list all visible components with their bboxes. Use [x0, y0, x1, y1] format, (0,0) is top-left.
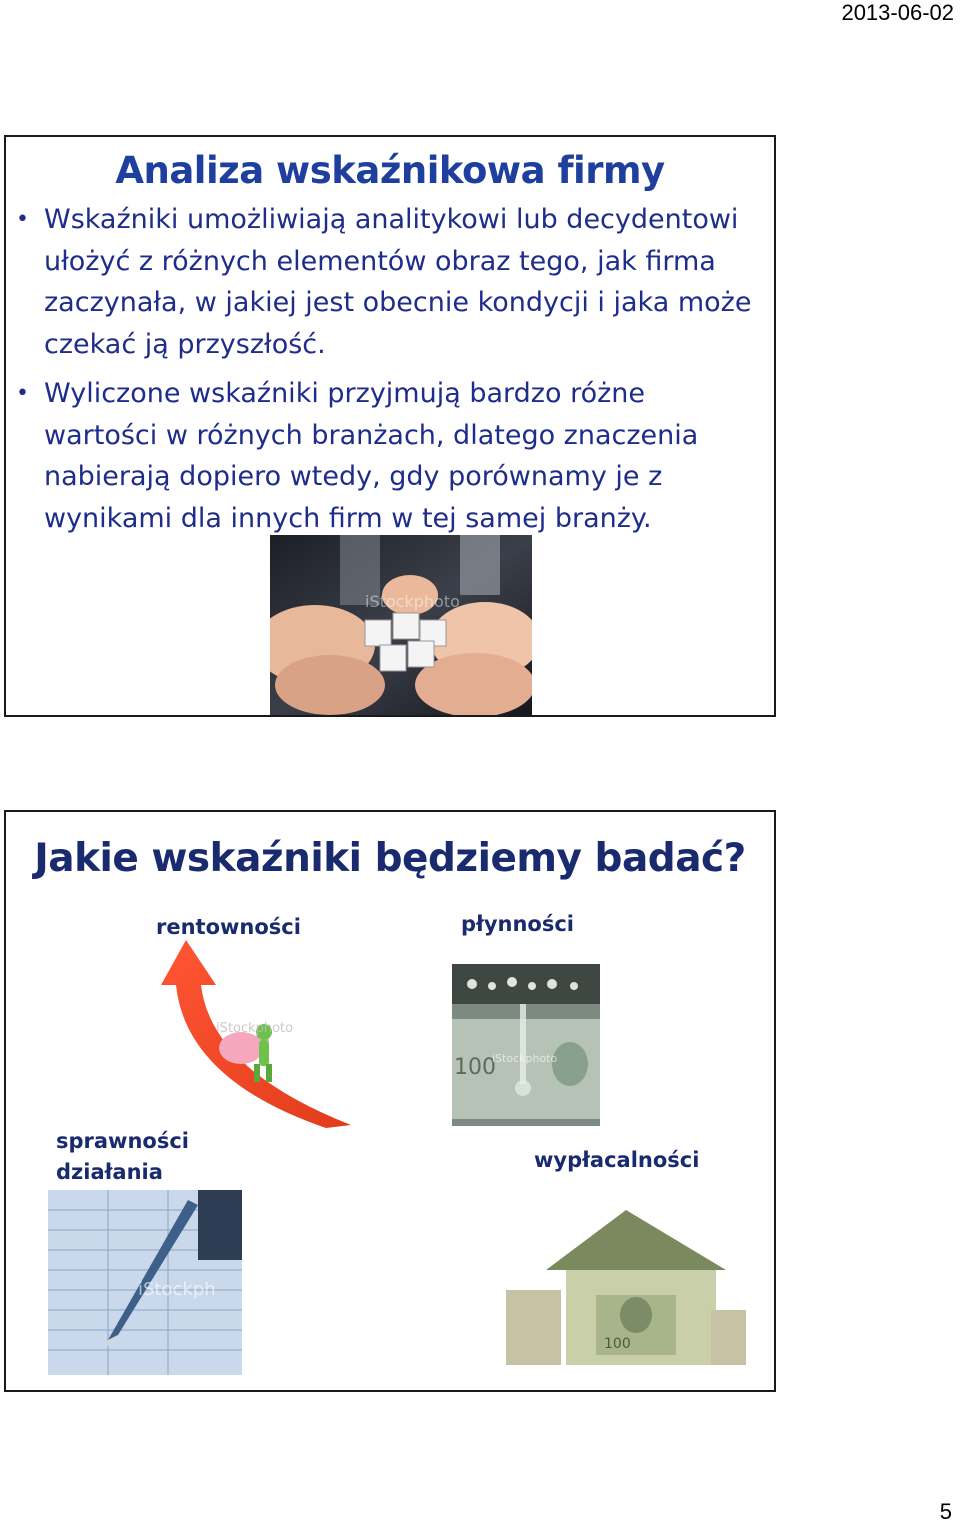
svg-text:100: 100 — [454, 1055, 496, 1080]
slide-1-title: Analiza wskaźnikowa firmy — [115, 149, 665, 192]
label-wyplacalnosci: wypłacalności — [534, 1148, 700, 1172]
svg-text:iStockph: iStockph — [138, 1279, 216, 1300]
red-arrow-piggybank-photo — [156, 940, 356, 1130]
svg-text:iStockphoto: iStockphoto — [365, 592, 460, 611]
puzzle-hands-photo — [270, 535, 532, 715]
date-stamp: 2013-06-02 — [841, 0, 954, 25]
label-sprawnosci-dzialania: sprawności działania — [56, 1129, 189, 1184]
dollar-water-photo — [452, 964, 600, 1126]
label-rentownosci: rentowności — [156, 915, 301, 939]
svg-text:100: 100 — [604, 1336, 631, 1352]
svg-text:iStockphoto: iStockphoto — [216, 1021, 294, 1036]
bullet-list — [14, 199, 754, 547]
slide-2-title: Jakie wskaźniki będziemy badać? — [34, 836, 746, 881]
slide-2 — [4, 810, 776, 1392]
bullet-item: • Wskaźniki umożliwiają analitykowi lub decydentowi ułożyć z różnych elementów obraz tego, jak firma zaczynała, w jakiej jest obecnie kondycji i jaka może czekać ją przyszłość. — [14, 199, 754, 365]
svg-text:iStockphoto: iStockphoto — [492, 1052, 558, 1065]
pen-spreadsheet-photo — [48, 1190, 242, 1375]
bullet-item: • Wyliczone wskaźniki przyjmują bardzo różne wartości w różnych branżach, dlatego znaczenia nabierają dopiero wtedy, gdy porównamy je z wynikami dla innych firm w tej samej branży. — [14, 373, 754, 539]
slide-1 — [4, 135, 776, 717]
page-number: 5 — [939, 1499, 952, 1524]
label-plynnosci: płynności — [461, 912, 574, 936]
money-house-photo — [506, 1200, 746, 1380]
